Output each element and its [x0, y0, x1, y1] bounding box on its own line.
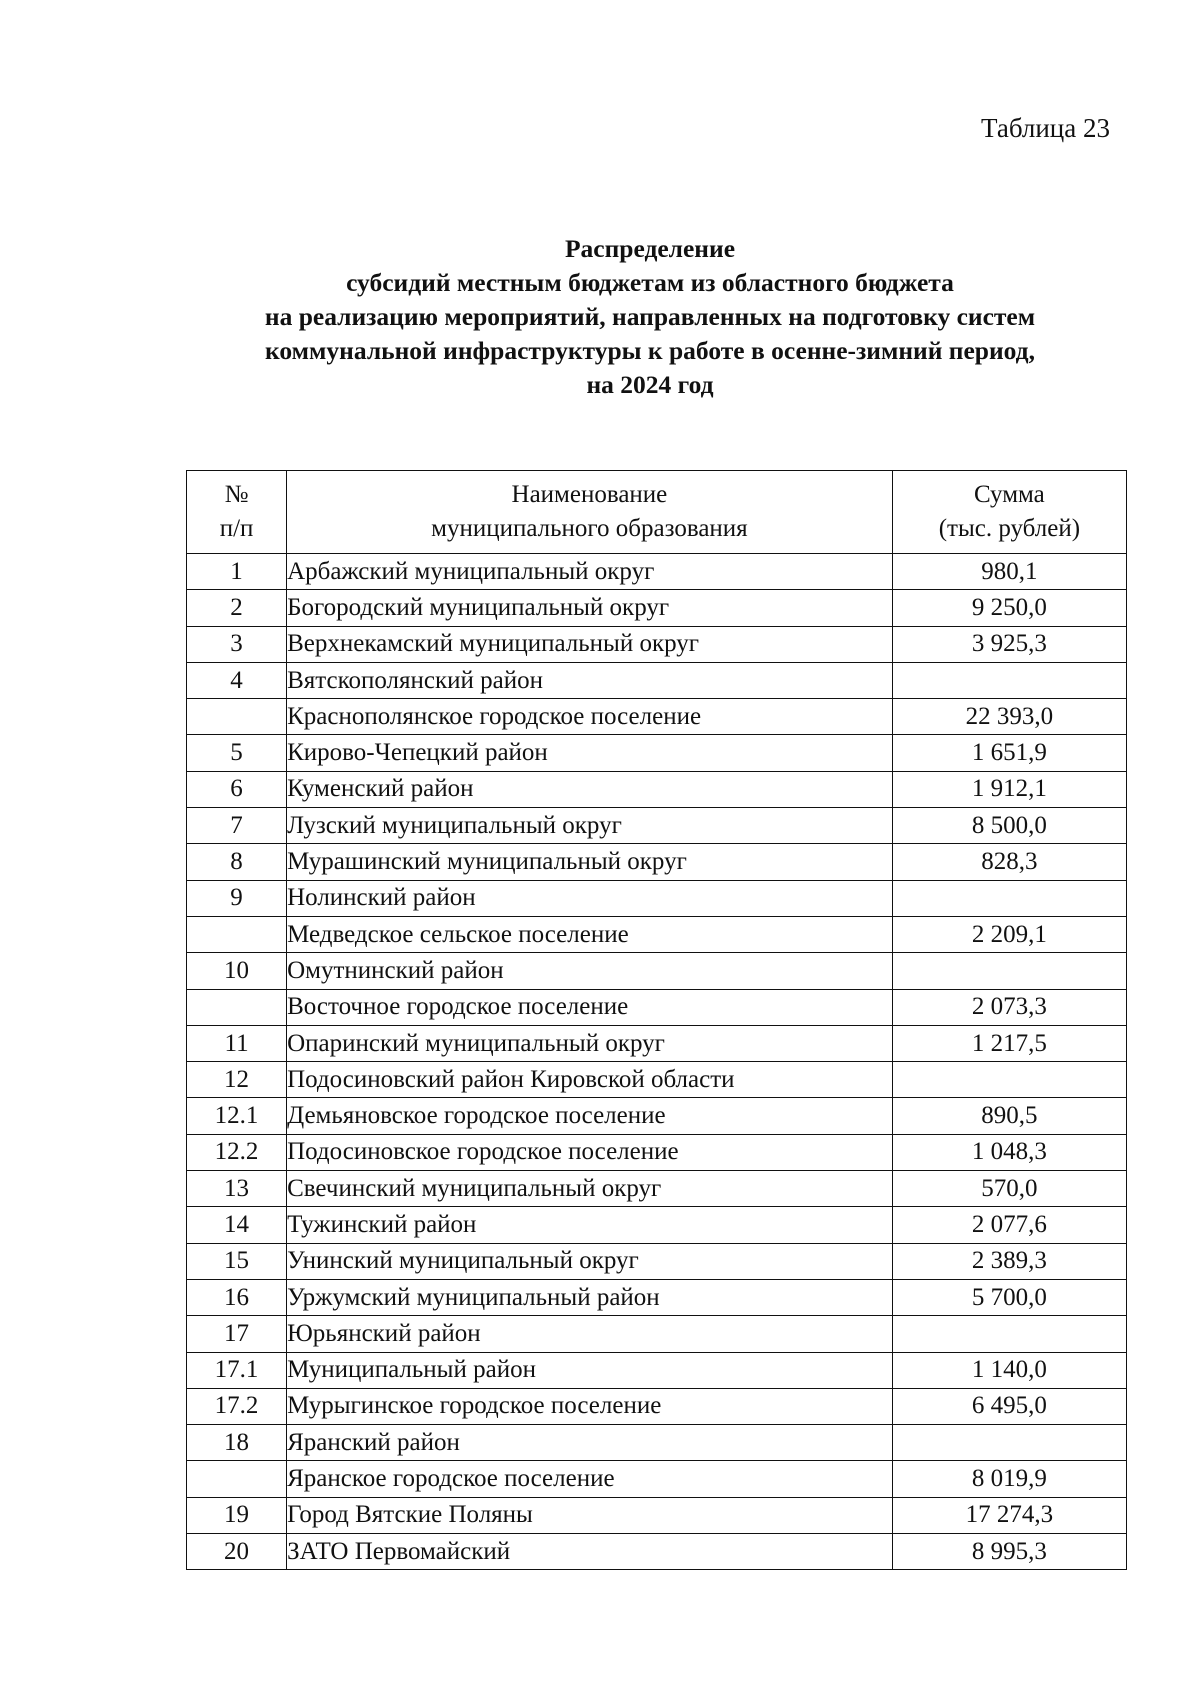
row-amount: 8 995,3	[892, 1534, 1126, 1570]
column-header-number-line2: п/п	[219, 515, 254, 542]
row-number: 12	[187, 1062, 287, 1098]
row-number: 15	[187, 1243, 287, 1279]
row-number: 20	[187, 1534, 287, 1570]
row-municipality: Город Вятские Поляны	[287, 1497, 893, 1533]
row-amount	[892, 880, 1126, 916]
row-municipality: Подосиновское городское поселение	[287, 1134, 893, 1170]
document-title	[0, 232, 1200, 402]
row-amount	[892, 1425, 1126, 1461]
row-amount: 2 077,6	[892, 1207, 1126, 1243]
row-municipality: Муниципальный район	[287, 1352, 893, 1388]
column-header-number-line1: №	[224, 481, 249, 508]
row-municipality: Куменский район	[287, 771, 893, 807]
row-municipality: Арбажский муниципальный округ	[287, 554, 893, 590]
table-row	[187, 916, 1127, 952]
row-municipality: Вятскополянский район	[287, 662, 893, 698]
row-amount	[892, 1316, 1126, 1352]
row-amount: 8 019,9	[892, 1461, 1126, 1497]
row-number: 8	[187, 844, 287, 880]
table-row	[187, 844, 1127, 880]
table-row	[187, 953, 1127, 989]
row-number: 2	[187, 590, 287, 626]
row-municipality: Кирово-Чепецкий район	[287, 735, 893, 771]
row-amount	[892, 1062, 1126, 1098]
row-amount	[892, 953, 1126, 989]
table-row	[187, 1134, 1127, 1170]
row-amount: 1 912,1	[892, 771, 1126, 807]
row-amount: 2 073,3	[892, 989, 1126, 1025]
row-number: 17	[187, 1316, 287, 1352]
table-row	[187, 880, 1127, 916]
row-amount: 22 393,0	[892, 699, 1126, 735]
row-amount: 828,3	[892, 844, 1126, 880]
table-row	[187, 808, 1127, 844]
row-municipality: Мурашинский муниципальный округ	[287, 844, 893, 880]
table-row	[187, 1461, 1127, 1497]
row-municipality: ЗАТО Первомайский	[287, 1534, 893, 1570]
row-amount: 2 389,3	[892, 1243, 1126, 1279]
row-amount: 17 274,3	[892, 1497, 1126, 1533]
row-number: 9	[187, 880, 287, 916]
row-municipality: Лузский муниципальный округ	[287, 808, 893, 844]
table-row	[187, 1098, 1127, 1134]
title-line: Распределение	[564, 234, 736, 263]
table-row	[187, 1243, 1127, 1279]
row-amount: 890,5	[892, 1098, 1126, 1134]
row-number	[187, 1461, 287, 1497]
row-number: 16	[187, 1279, 287, 1315]
column-header-number	[187, 471, 287, 554]
row-municipality: Тужинский район	[287, 1207, 893, 1243]
table-row	[187, 699, 1127, 735]
row-number: 12.1	[187, 1098, 287, 1134]
row-number: 17.1	[187, 1352, 287, 1388]
row-municipality: Демьяновское городское поселение	[287, 1098, 893, 1134]
row-number	[187, 699, 287, 735]
row-municipality: Унинский муниципальный округ	[287, 1243, 893, 1279]
row-number: 5	[187, 735, 287, 771]
row-municipality: Восточное городское поселение	[287, 989, 893, 1025]
table-row	[187, 1025, 1127, 1061]
column-header-name-line2: муниципального образования	[431, 515, 748, 542]
row-municipality: Яранское городское поселение	[287, 1461, 893, 1497]
row-municipality: Омутнинский район	[287, 953, 893, 989]
row-amount: 1 048,3	[892, 1134, 1126, 1170]
row-number: 7	[187, 808, 287, 844]
row-number: 19	[187, 1497, 287, 1533]
row-municipality: Свечинский муниципальный округ	[287, 1171, 893, 1207]
row-number: 13	[187, 1171, 287, 1207]
table-row	[187, 1316, 1127, 1352]
column-header-name-line1: Наименование	[511, 481, 668, 508]
title-line: на реализацию мероприятий, направленных на подготовку систем	[264, 302, 1036, 331]
row-number: 1	[187, 554, 287, 590]
table-header-row	[187, 471, 1127, 554]
row-number: 14	[187, 1207, 287, 1243]
row-number: 10	[187, 953, 287, 989]
table-row	[187, 771, 1127, 807]
table-row	[187, 626, 1127, 662]
title-line: коммунальной инфраструктуры к работе в осенне-зимний период,	[265, 336, 1035, 365]
table-row	[187, 590, 1127, 626]
row-municipality: Нолинский район	[287, 880, 893, 916]
table-row	[187, 1062, 1127, 1098]
table-row	[187, 1279, 1127, 1315]
table-row	[187, 1497, 1127, 1533]
row-municipality: Богородский муниципальный округ	[287, 590, 893, 626]
row-number: 12.2	[187, 1134, 287, 1170]
table-row	[187, 735, 1127, 771]
row-amount: 1 651,9	[892, 735, 1126, 771]
title-line: субсидий местным бюджетам из областного бюджета	[346, 268, 954, 297]
subsidy-distribution-table	[186, 470, 1127, 1570]
row-municipality: Верхнекамский муниципальный округ	[287, 626, 893, 662]
row-number: 11	[187, 1025, 287, 1061]
row-number: 4	[187, 662, 287, 698]
table-row	[187, 1352, 1127, 1388]
table-row	[187, 1425, 1127, 1461]
row-amount: 570,0	[892, 1171, 1126, 1207]
row-municipality: Подосиновский район Кировской области	[287, 1062, 893, 1098]
row-number: 3	[187, 626, 287, 662]
title-line: на 2024 год	[586, 370, 714, 399]
row-municipality: Юрьянский район	[287, 1316, 893, 1352]
row-amount: 6 495,0	[892, 1388, 1126, 1424]
table-row	[187, 1388, 1127, 1424]
row-amount: 980,1	[892, 554, 1126, 590]
row-amount: 2 209,1	[892, 916, 1126, 952]
table-row	[187, 662, 1127, 698]
table-row	[187, 1207, 1127, 1243]
column-header-sum-line2: (тыс. рублей)	[938, 515, 1081, 542]
row-number	[187, 989, 287, 1025]
table-row	[187, 1534, 1127, 1570]
row-number: 18	[187, 1425, 287, 1461]
row-municipality: Уржумский муниципальный район	[287, 1279, 893, 1315]
column-header-sum	[892, 471, 1126, 554]
table-row	[187, 989, 1127, 1025]
row-municipality: Медведское сельское поселение	[287, 916, 893, 952]
column-header-name	[287, 471, 893, 554]
table-number-label: Таблица 23	[981, 113, 1110, 143]
row-municipality: Яранский район	[287, 1425, 893, 1461]
row-amount: 9 250,0	[892, 590, 1126, 626]
row-amount: 1 217,5	[892, 1025, 1126, 1061]
row-amount: 1 140,0	[892, 1352, 1126, 1388]
table-row	[187, 1171, 1127, 1207]
table-row	[187, 554, 1127, 590]
row-amount: 5 700,0	[892, 1279, 1126, 1315]
row-number	[187, 916, 287, 952]
row-number: 17.2	[187, 1388, 287, 1424]
column-header-sum-line1: Сумма	[973, 481, 1045, 508]
row-amount: 8 500,0	[892, 808, 1126, 844]
row-number: 6	[187, 771, 287, 807]
row-amount	[892, 662, 1126, 698]
row-municipality: Опаринский муниципальный округ	[287, 1025, 893, 1061]
row-municipality: Мурыгинское городское поселение	[287, 1388, 893, 1424]
table-body	[187, 554, 1127, 1570]
row-municipality: Краснополянское городское поселение	[287, 699, 893, 735]
row-amount: 3 925,3	[892, 626, 1126, 662]
